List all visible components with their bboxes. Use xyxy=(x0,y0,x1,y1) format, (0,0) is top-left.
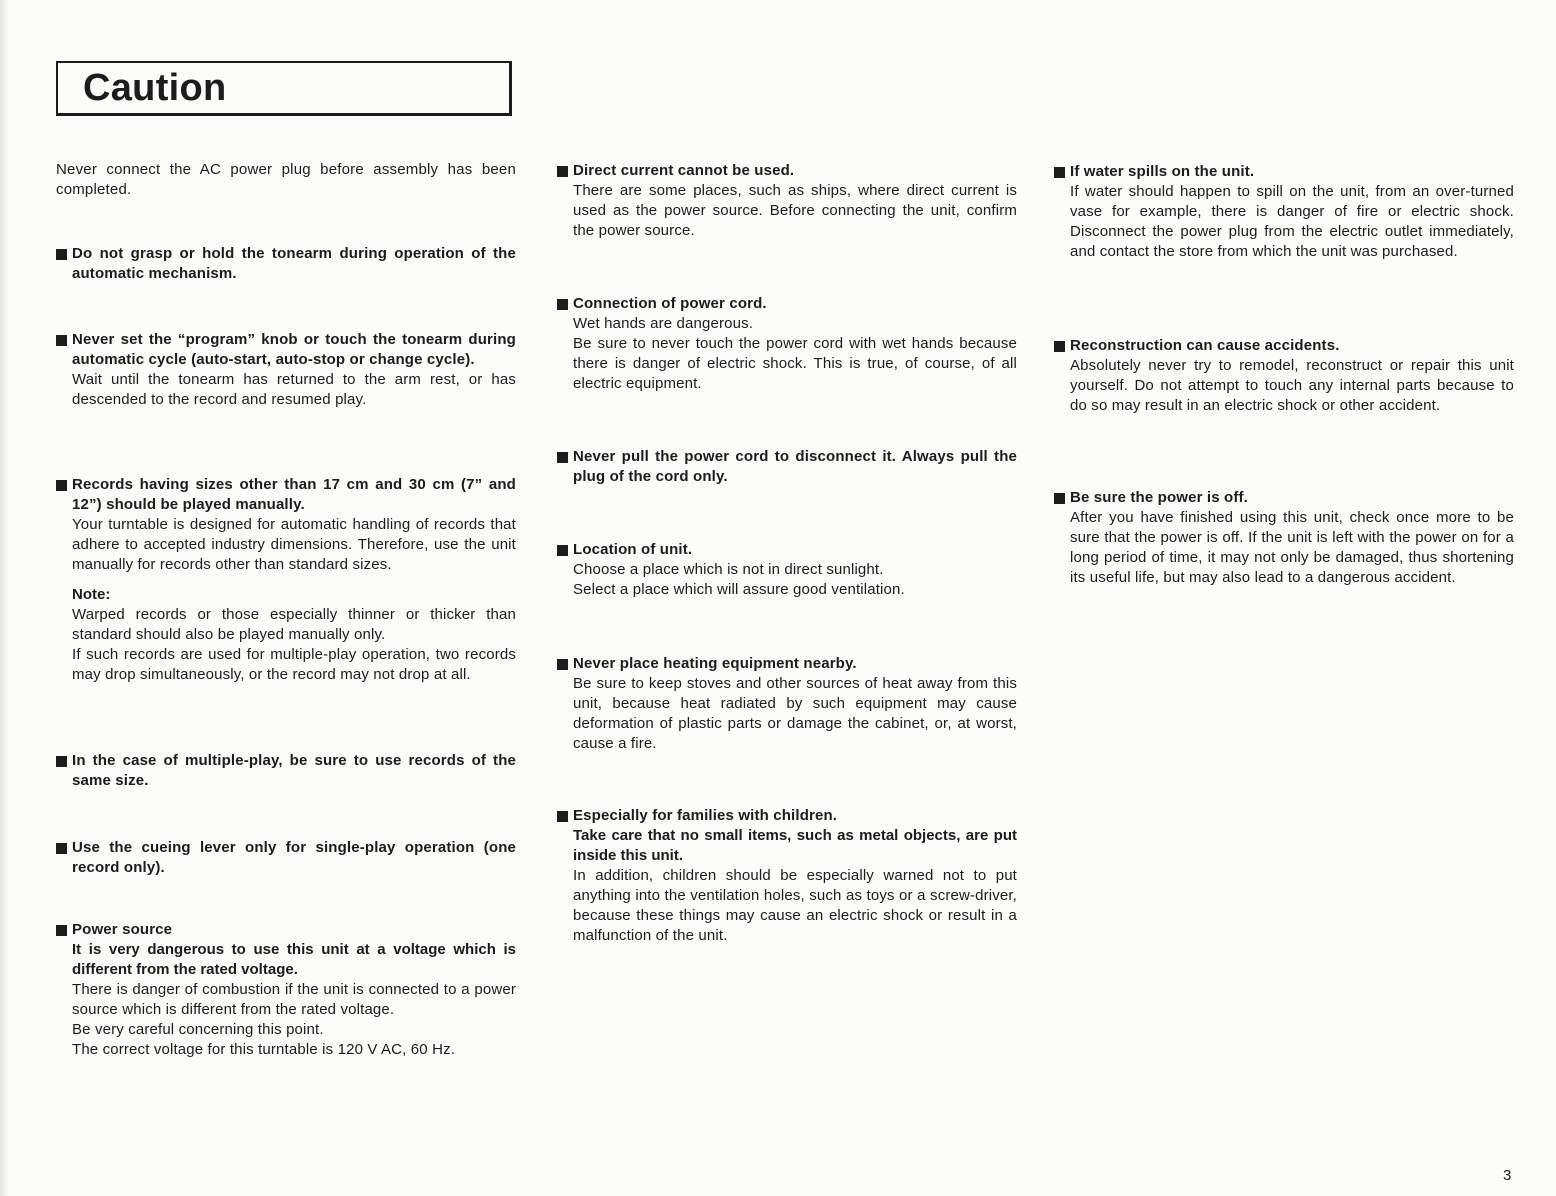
section-heading: Especially for families with children. xyxy=(557,806,1017,826)
section-body: Absolutely never try to remodel, reconstruct or repair this unit yourself. Do not attempt to touch any internal parts because to do so may result in an electric shock or other accident. xyxy=(1070,357,1514,414)
page-title: Caution xyxy=(83,67,227,109)
bullet-icon xyxy=(1054,167,1065,178)
section-heading: Never place heating equipment nearby. xyxy=(557,654,1017,674)
section-body: There are some places, such as ships, where direct current is used as the power source. Before connecting the unit, confirm the power source. xyxy=(573,182,1017,239)
bullet-icon xyxy=(557,659,568,670)
bullet-icon xyxy=(1054,341,1065,352)
section-power-cord xyxy=(557,294,1017,394)
note-label: Note: xyxy=(72,586,111,603)
bullet-icon xyxy=(56,843,67,854)
section-body: Be sure to keep stoves and other sources of heat away from this unit, because heat radiated by such equipment may cause deformation of plastic parts or damage the cabinet, or, at worst, cause a fire. xyxy=(573,675,1017,752)
section-body: There is danger of combustion if the unit is connected to a power source which is different from the rated voltage. xyxy=(72,981,516,1018)
section-heading: Records having sizes other than 17 cm and 30 cm (7” and 12”) should be played manually. xyxy=(56,475,516,515)
section-heading: Location of unit. xyxy=(557,540,1017,560)
title-box xyxy=(56,61,512,116)
section-subheading: It is very dangerous to use this unit at a voltage which is different from the rated voltage. xyxy=(72,941,516,978)
section-body: Your turntable is designed for automatic handling of records that adhere to accepted industry dimensions. Therefore, use the unit manually for records other than standard sizes. xyxy=(72,516,516,573)
section-power-source xyxy=(56,920,516,1060)
section-program-knob xyxy=(56,330,516,410)
section-heading: In the case of multiple-play, be sure to use records of the same size. xyxy=(56,751,516,791)
bullet-icon xyxy=(557,545,568,556)
section-heading: Use the cueing lever only for single-play operation (one record only). xyxy=(56,838,516,878)
section-body: Wet hands are dangerous. xyxy=(573,315,754,332)
section-direct-current xyxy=(557,161,1017,241)
bullet-icon xyxy=(557,166,568,177)
intro-text: Never connect the AC power plug before assembly has been completed. xyxy=(56,161,516,198)
section-cueing-lever xyxy=(56,838,516,878)
section-body: Be very careful concerning this point. xyxy=(72,1021,324,1038)
bullet-icon xyxy=(557,452,568,463)
section-body: Choose a place which is not in direct sunlight. xyxy=(573,561,884,578)
section-pull-cord xyxy=(557,447,1017,487)
bullet-icon xyxy=(557,811,568,822)
section-water-spills xyxy=(1054,162,1514,262)
section-body: Wait until the tonearm has returned to the arm rest, or has descended to the record and resumed play. xyxy=(72,371,516,408)
section-heading: Never set the “program” knob or touch the tonearm during automatic cycle (auto-start, auto-stop or change cycle). xyxy=(56,330,516,370)
bullet-icon xyxy=(56,925,67,936)
section-heading: Be sure the power is off. xyxy=(1054,488,1514,508)
note-text: Warped records or those especially thinner or thicker than standard should also be played manually only. xyxy=(72,606,516,643)
section-heading: Connection of power cord. xyxy=(557,294,1017,314)
section-power-off xyxy=(1054,488,1514,588)
section-tonearm-grasp xyxy=(56,244,516,284)
section-record-sizes xyxy=(56,475,516,685)
section-heading: Direct current cannot be used. xyxy=(557,161,1017,181)
section-body: Select a place which will assure good ventilation. xyxy=(573,581,905,598)
section-heading: Reconstruction can cause accidents. xyxy=(1054,336,1514,356)
section-body: After you have finished using this unit, check once more to be sure that the power is off. If the unit is left with the power on for a long period of time, it may not only be damaged, thus shortening its useful life, but may also lead to a dangerous accident. xyxy=(1070,509,1514,586)
section-multiple-play xyxy=(56,751,516,791)
section-heading: Do not grasp or hold the tonearm during operation of the automatic mechanism. xyxy=(56,244,516,284)
section-heading: Power source xyxy=(56,920,516,940)
note-text: If such records are used for multiple-play operation, two records may drop simultaneously, or the record may not drop at all. xyxy=(72,646,516,683)
section-heating xyxy=(557,654,1017,754)
bullet-icon xyxy=(557,299,568,310)
bullet-icon xyxy=(1054,493,1065,504)
section-heading: If water spills on the unit. xyxy=(1054,162,1514,182)
bullet-icon xyxy=(56,249,67,260)
section-subheading: Take care that no small items, such as metal objects, are put inside this unit. xyxy=(573,827,1017,864)
bullet-icon xyxy=(56,756,67,767)
section-reconstruction xyxy=(1054,336,1514,416)
bullet-icon xyxy=(56,335,67,346)
bullet-icon xyxy=(56,480,67,491)
section-body: Be sure to never touch the power cord with wet hands because there is danger of electric shock. This is true, of course, of all electric equipment. xyxy=(573,335,1017,392)
section-body: In addition, children should be especially warned not to put anything into the ventilation holes, such as toys or a screw-driver, because these things may cause an electric shock or result in a malfunction of the unit. xyxy=(573,867,1017,944)
section-children xyxy=(557,806,1017,946)
page-edge-shadow xyxy=(0,0,8,1196)
section-body: If water should happen to spill on the unit, from an over-turned vase for example, there is danger of fire or electric shock. Disconnect the power plug from the electric outlet immediately, and contact the store from which the unit was purchased. xyxy=(1070,183,1514,260)
section-body: The correct voltage for this turntable is 120 V AC, 60 Hz. xyxy=(72,1041,456,1058)
section-location xyxy=(557,540,1017,600)
section-heading: Never pull the power cord to disconnect it. Always pull the plug of the cord only. xyxy=(557,447,1017,487)
page-number: 3 xyxy=(1503,1167,1512,1184)
